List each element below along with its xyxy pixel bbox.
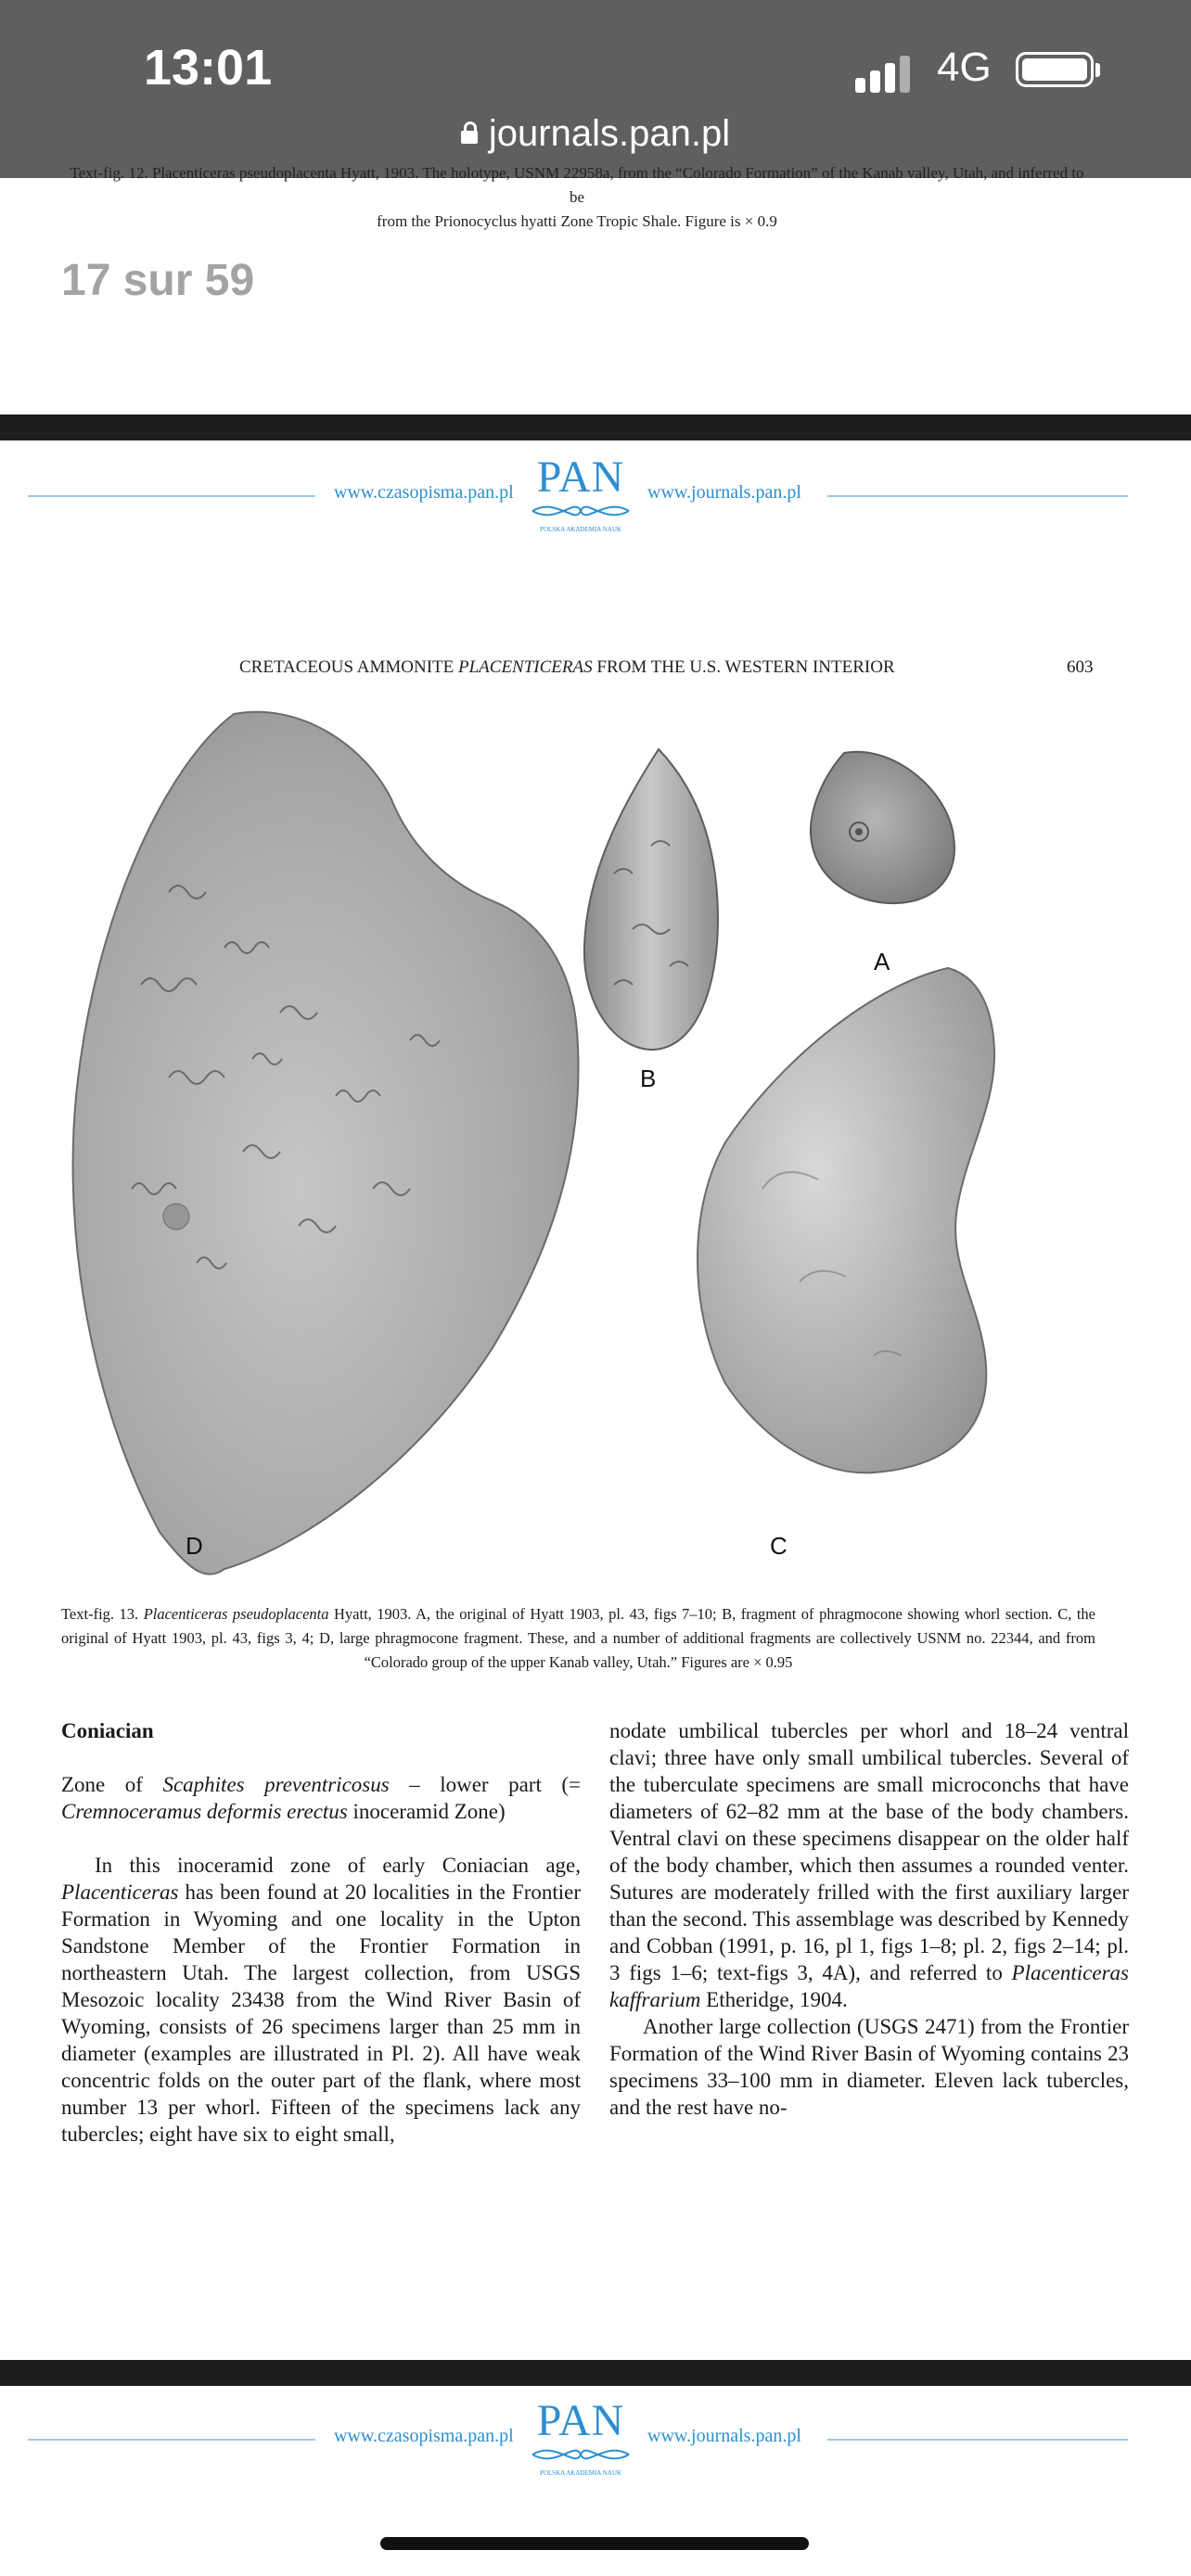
figure-label-d: D xyxy=(186,1532,203,1560)
status-time: 13:01 xyxy=(144,40,273,96)
running-head-text-2: FROM THE U.S. WESTERN INTERIOR xyxy=(592,657,895,677)
pan-logo xyxy=(529,454,633,538)
zone-heading xyxy=(61,1771,581,1825)
ammonite-plate-image xyxy=(58,707,1033,1589)
previous-figure-caption xyxy=(61,164,1093,230)
network-type: 4G xyxy=(937,45,992,90)
pan-logo-subtext: POLSKA AKADEMIA NAUK xyxy=(540,526,621,533)
paragraph-1-text-3: nodate umbilical tubercles per whorl and 18–24 ventral clavi; three have only small umbilical tubercles. Several of the tuberculate specimens are small microconchs that have diameters of 62–82 mm at the base of the body chambers. Ventral clavi on these specimens disappear on the older half of the body chamber, which then assumes a rounded venter. Sutures are moderately frilled with the first auxiliary larger than the second. This assemblage was described by Kennedy and Cobban (1991, p. 16, pl 1, figs 1–8; pl. 2, figs 2–14; pl. 3 figs 1–6; text-figs 3, 4A), and referred to xyxy=(609,1719,1129,1984)
czasopisma-link-next[interactable]: www.czasopisma.pan.pl xyxy=(334,2426,514,2446)
paragraph-1 xyxy=(61,1852,581,2148)
url-text: journals.pan.pl xyxy=(488,113,731,154)
cellular-signal-icon xyxy=(855,50,911,93)
zone-inoceramid: Cremnoceramus deformis erectus xyxy=(61,1800,348,1823)
header-rule-left xyxy=(28,495,315,497)
specimen-c xyxy=(698,968,994,1473)
figure-caption xyxy=(61,1602,1095,1675)
battery-tip xyxy=(1095,63,1100,77)
page-counter: 17 sur 59 xyxy=(61,256,255,305)
specimen-d xyxy=(73,712,579,1575)
section-heading: Coniacian xyxy=(61,1719,154,1742)
page-separator-2 xyxy=(0,2360,1191,2386)
text-column-right xyxy=(609,1717,1129,2121)
pan-logo-swirl-icon-next xyxy=(529,2444,633,2465)
pan-logo-swirl-icon xyxy=(529,501,633,521)
journal-header-next xyxy=(0,2398,1191,2481)
pan-logo-text: PAN xyxy=(536,453,625,502)
running-head-genus: PLACENTICERAS xyxy=(458,657,593,677)
caption-text: Hyatt, 1903. A, the original of Hyatt 1903, pl. 43, figs 7–10; B, fragment of phragmocone showing whorl section. C, the original of Hyatt 1903, pl. 43, figs 3, 4; D, large phragmocone fragment. These, and a number of additional fragments are collectively USNM no. 22344, and from “Colorado group of the upper Kanab valley, Utah.” Figures are × 0.95 xyxy=(61,1605,1095,1671)
running-head-text: CRETACEOUS AMMONITE xyxy=(239,657,458,677)
caption-prefix: Text-fig. 13. xyxy=(61,1605,144,1623)
paragraph-1-text-4: Etheridge, 1904. xyxy=(700,1988,848,2011)
text-column-left xyxy=(61,1717,581,2148)
caption-species: Placenticeras pseudoplacenta xyxy=(143,1605,329,1623)
paragraph-2: Another large collection (USGS 2471) from the Frontier Formation of the Wind River Basin of Wyoming contains 23 specimens 33–100 mm in diameter. Eleven lack tubercles, and the rest have no- xyxy=(609,2015,1129,2119)
specimen-b xyxy=(584,749,718,1050)
figure-label-a: A xyxy=(874,948,890,976)
previous-caption-line2: from the Prionocyclus hyatti Zone Tropic Shale. Figure is × 0.9 xyxy=(377,212,777,230)
pan-logo-subtext-next: POLSKA AKADEMIA NAUK xyxy=(540,2469,621,2477)
lock-icon xyxy=(461,131,478,144)
paragraph-1-text-2: has been found at 20 localities in the Frontier Formation in Wyoming and one locality in the Upton Sandstone Member of the Frontier Formation in northeastern Utah. The largest collection, from USGS Mesozoic locality 23438 from the Wind River Basin of Wyoming, consists of 26 specimens larger than 25 mm in diameter (examples are illustrated in Pl. 2). All have weak concentric folds on the outer part of the flank, where most number 13 per whorl. Fifteen of the specimens lack any tubercles; eight have six to eight small, xyxy=(61,1881,581,2146)
address-bar[interactable] xyxy=(0,113,1191,155)
paragraph-1-genus: Placenticeras xyxy=(61,1881,179,1904)
battery-icon xyxy=(1016,52,1094,87)
zone-text: Zone of xyxy=(61,1773,163,1796)
header-rule-right xyxy=(827,495,1128,497)
czasopisma-link[interactable]: www.czasopisma.pan.pl xyxy=(334,482,514,503)
previous-caption-line1: Text-fig. 12. Placenticeras pseudoplacenta Hyatt, 1903. The holotype, USNM 22958a, from the “Colorado Formation” of the Kanab valley, Utah, and inferred to be xyxy=(70,164,1084,206)
pan-logo-next xyxy=(529,2398,633,2481)
journal-header xyxy=(0,454,1191,538)
journals-link[interactable]: www.journals.pan.pl xyxy=(647,482,801,503)
zone-text-3: inoceramid Zone) xyxy=(347,1800,506,1823)
journals-link-next[interactable]: www.journals.pan.pl xyxy=(647,2426,801,2446)
paragraph-1-species: Placenticeras kaffrarium xyxy=(609,1961,1129,2011)
paragraph-1-text: In this inoceramid zone of early Coniacian age, xyxy=(95,1854,581,1877)
status-bar xyxy=(0,0,1191,178)
figure-label-b: B xyxy=(640,1065,657,1092)
pan-logo-text-next: PAN xyxy=(536,2396,625,2445)
specimen-a xyxy=(811,752,954,903)
page-separator xyxy=(0,414,1191,440)
figure-label-c: C xyxy=(770,1532,788,1560)
zone-text-2: – lower part (= xyxy=(389,1773,581,1796)
home-indicator[interactable] xyxy=(380,2537,809,2550)
header-rule-right-next xyxy=(827,2439,1128,2441)
zone-species: Scaphites preventricosus xyxy=(162,1773,390,1796)
ammonite-figure xyxy=(58,707,1033,1589)
running-head-title xyxy=(239,657,895,678)
paragraph-1-continued xyxy=(609,1717,1129,2013)
page-number: 603 xyxy=(1067,657,1094,677)
header-rule-left-next xyxy=(28,2439,315,2441)
